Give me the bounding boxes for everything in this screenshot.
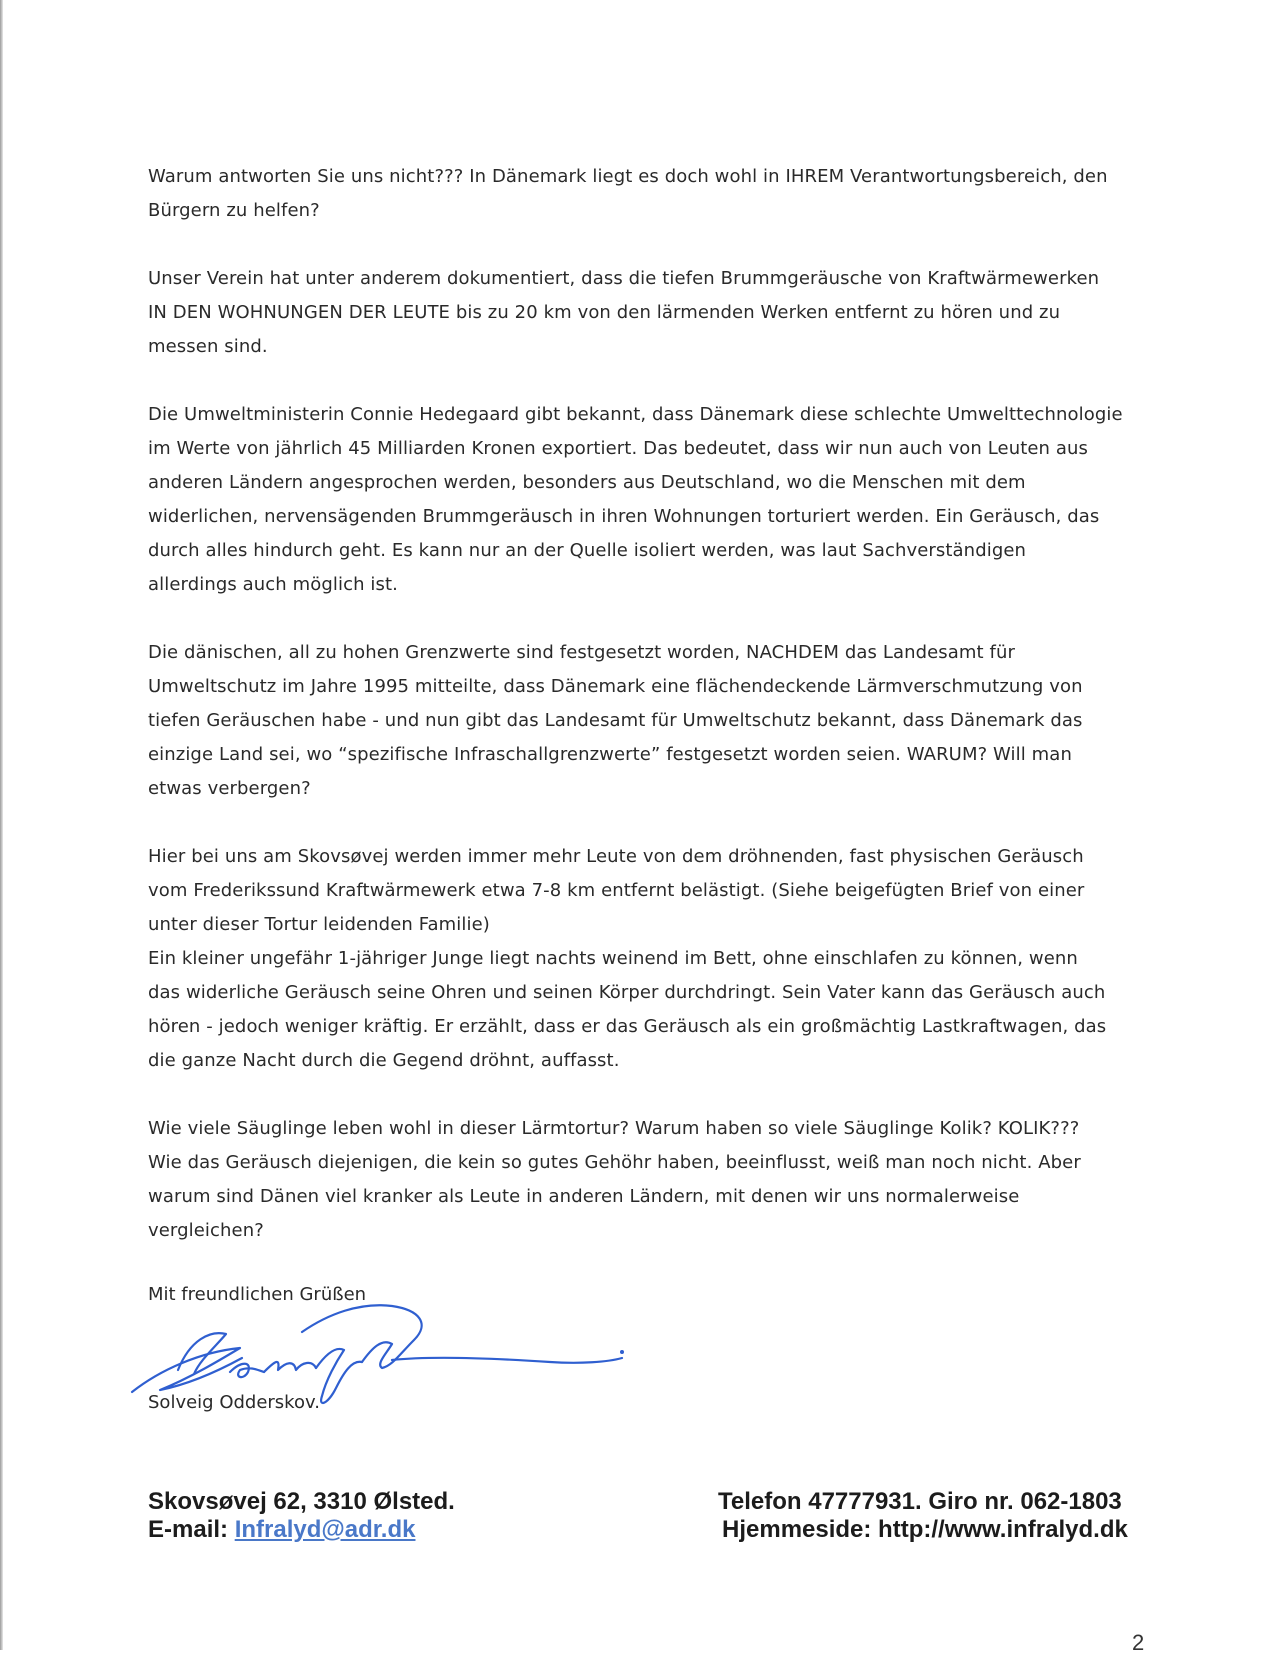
paragraph-line: warum sind Dänen viel kranker als Leute in anderen Ländern, mit denen wir uns normalerweise bbox=[148, 1186, 1020, 1207]
scan-edge bbox=[0, 0, 3, 1650]
paragraph-line: Warum antworten Sie uns nicht??? In Dänemark liegt es doch wohl in IHREM Verantwortungsbereich, den bbox=[148, 166, 1108, 187]
paragraph-line: allerdings auch möglich ist. bbox=[148, 574, 398, 595]
paragraph-line: Wie viele Säuglinge leben wohl in dieser Lärmtortur? Warum haben so viele Säuglinge Kolik? KOLIK??? bbox=[148, 1118, 1080, 1139]
signer-name: Solveig Odderskov. bbox=[148, 1392, 320, 1413]
email-link[interactable]: Infralyd@adr.dk bbox=[234, 1516, 416, 1543]
paragraph-line: durch alles hindurch geht. Es kann nur an der Quelle isoliert werden, was laut Sachverständigen bbox=[148, 540, 1027, 561]
paragraph-line: hören - jedoch weniger kräftig. Er erzählt, dass er das Geräusch als ein großmächtig Lastkraftwagen, das bbox=[148, 1016, 1107, 1037]
paragraph-line: etwas verbergen? bbox=[148, 778, 311, 799]
paragraph-line: widerlichen, nervensägenden Brummgeräusch in ihren Wohnungen torturiert werden. Ein Geräusch, das bbox=[148, 506, 1100, 527]
paragraph-1 bbox=[148, 160, 1158, 228]
paragraph-line: messen sind. bbox=[148, 336, 268, 357]
paragraph-line: die ganze Nacht durch die Gegend dröhnt, auffasst. bbox=[148, 1050, 620, 1071]
paragraph-line: einzige Land sei, wo “spezifische Infraschallgrenzwerte” festgesetzt worden seien. WARUM? Will man bbox=[148, 744, 1072, 765]
paragraph-line: IN DEN WOHNUNGEN DER LEUTE bis zu 20 km von den lärmenden Werken entfernt zu hören und zu bbox=[148, 302, 1061, 323]
paragraph-line: anderen Ländern angesprochen werden, besonders aus Deutschland, wo die Menschen mit dem bbox=[148, 472, 1026, 493]
footer-address-block bbox=[148, 1488, 455, 1544]
footer-email-line bbox=[148, 1516, 455, 1544]
paragraph-line: im Werte von jährlich 45 Milliarden Kronen exportiert. Das bedeutet, dass wir nun auch von Leuten aus bbox=[148, 438, 1088, 459]
paragraph-line: Bürgern zu helfen? bbox=[148, 200, 320, 221]
footer-phone-giro: Telefon 47777931. Giro nr. 062-1803 bbox=[718, 1488, 1122, 1515]
letter-body bbox=[148, 160, 1158, 1282]
paragraph-line: Hier bei uns am Skovsøvej werden immer mehr Leute von dem dröhnenden, fast physischen Geräusch bbox=[148, 846, 1084, 867]
footer-email-label: E-mail: bbox=[148, 1516, 235, 1543]
paragraph-5 bbox=[148, 840, 1158, 1078]
paragraph-line: Die dänischen, all zu hohen Grenzwerte sind festgesetzt worden, NACHDEM das Landesamt für bbox=[148, 642, 1015, 663]
footer-homepage: Hjemmeside: http://www.infralyd.dk bbox=[722, 1516, 1128, 1543]
paragraph-line: Unser Verein hat unter anderem dokumentiert, dass die tiefen Brummgeräusche von Kraftwärmewerken bbox=[148, 268, 1100, 289]
paragraph-line: tiefen Geräuschen habe - und nun gibt das Landesamt für Umweltschutz bekannt, dass Dänemark das bbox=[148, 710, 1083, 731]
paragraph-line: Ein kleiner ungefähr 1-jähriger Junge liegt nachts weinend im Bett, ohne einschlafen zu können, wenn bbox=[148, 948, 1078, 969]
page-number: 2 bbox=[1132, 1630, 1145, 1655]
paragraph-line: Wie das Geräusch diejenigen, die kein so gutes Gehöhr haben, beeinflusst, weiß man noch nicht. Aber bbox=[148, 1152, 1081, 1173]
paragraph-2 bbox=[148, 262, 1158, 364]
paragraph-line: vergleichen? bbox=[148, 1220, 264, 1241]
paragraph-6 bbox=[148, 1112, 1158, 1248]
paragraph-line: das widerliche Geräusch seine Ohren und seinen Körper durchdringt. Sein Vater kann das Geräusch auch bbox=[148, 982, 1106, 1003]
paragraph-line: Umweltschutz im Jahre 1995 mitteilte, dass Dänemark eine flächendeckende Lärmverschmutzung von bbox=[148, 676, 1083, 697]
closing-greeting: Mit freundlichen Grüßen bbox=[148, 1284, 367, 1305]
paragraph-3 bbox=[148, 398, 1158, 602]
paragraph-line: unter dieser Tortur leidenden Familie) bbox=[148, 914, 490, 935]
footer-contact-block bbox=[718, 1488, 1128, 1544]
paragraph-line: vom Frederikssund Kraftwärmewerk etwa 7-8 km entfernt belästigt. (Siehe beigefügten Brief von einer bbox=[148, 880, 1085, 901]
paragraph-4 bbox=[148, 636, 1158, 806]
footer-address: Skovsøvej 62, 3310 Ølsted. bbox=[148, 1488, 455, 1515]
paragraph-line: Die Umweltministerin Connie Hedegaard gibt bekannt, dass Dänemark diese schlechte Umwelttechnologie bbox=[148, 404, 1123, 425]
